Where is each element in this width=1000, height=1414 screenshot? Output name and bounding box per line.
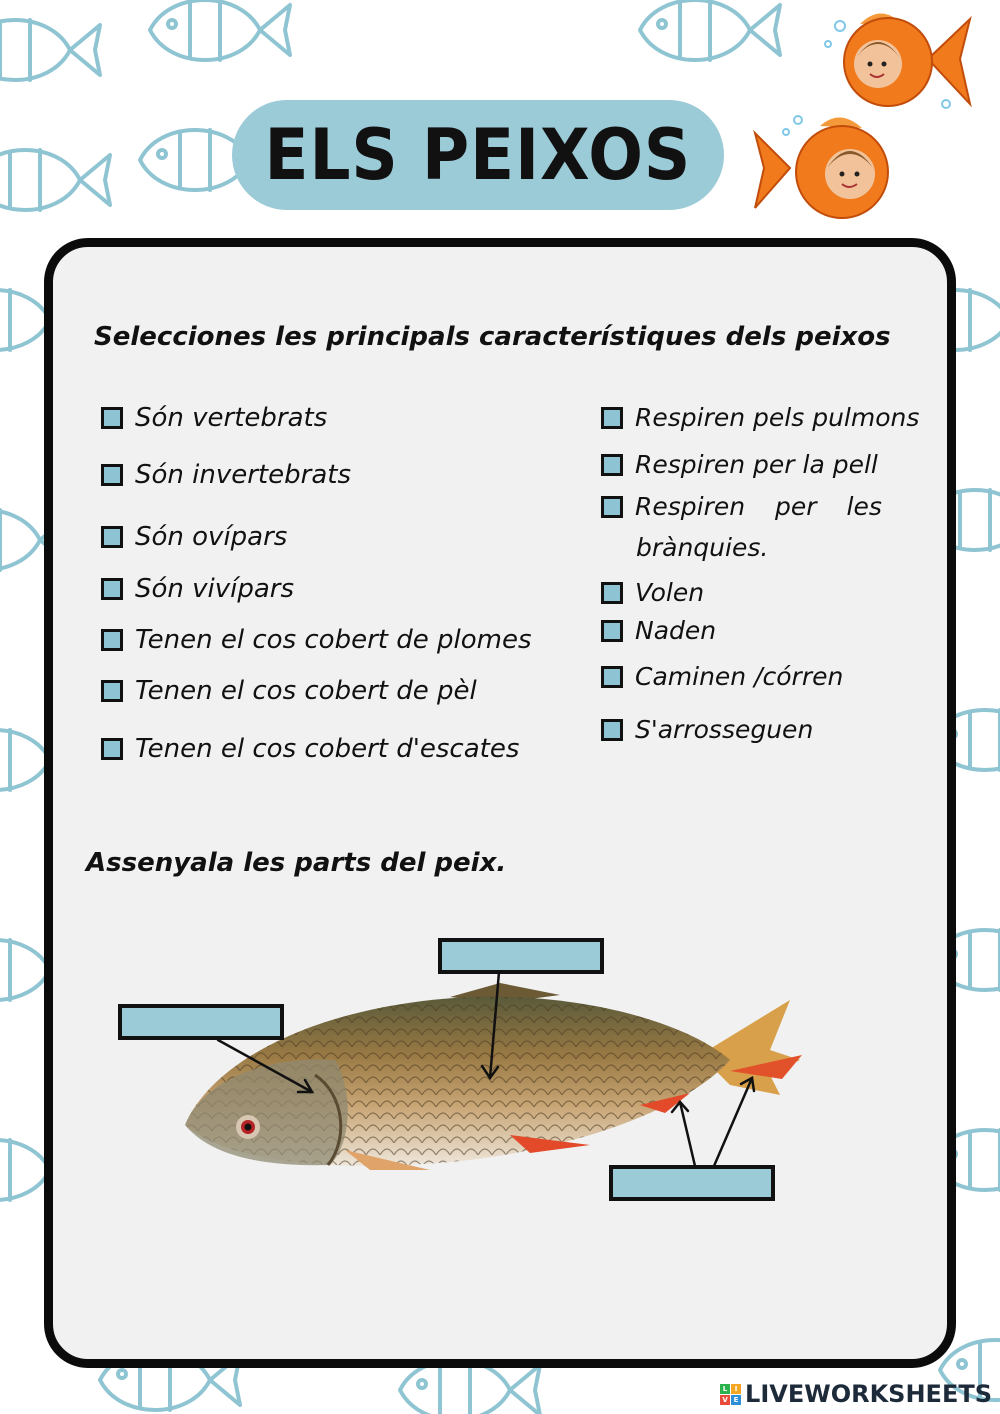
- option-label-continuation: brànquies.: [636, 533, 769, 562]
- page-title: ELS PEIXOS: [264, 114, 692, 196]
- option-label: Respiren pels pulmons: [635, 403, 920, 432]
- label-box-dorsal[interactable]: [438, 938, 604, 974]
- option-label: Tenen el cos cobert d'escates: [135, 734, 520, 764]
- option-label: Són invertebrats: [135, 460, 351, 490]
- label-box-head[interactable]: [118, 1004, 284, 1040]
- option-label: S'arrosseguen: [635, 715, 814, 744]
- option-label: Són vivípars: [135, 574, 295, 604]
- option-label: Volen: [635, 578, 705, 607]
- option-label: Són ovípars: [135, 522, 288, 552]
- section2-heading: Assenyala les parts del peix.: [86, 848, 507, 878]
- section1-heading: Selecciones les principals característiques dels peixos: [94, 322, 891, 352]
- label-box-fins[interactable]: [609, 1165, 775, 1201]
- footer-brand-text: LIVEWORKSHEETS: [745, 1380, 992, 1408]
- option-label: Respiren per la pell: [635, 450, 878, 479]
- option-label: Respiren per les: [635, 492, 882, 521]
- footer-branding: [720, 1380, 992, 1408]
- liveworksheets-logo-icon: L I V E: [720, 1384, 741, 1405]
- option-label: Tenen el cos cobert de pèl: [135, 676, 477, 706]
- option-label: Caminen /córren: [635, 662, 844, 691]
- option-label: Tenen el cos cobert de plomes: [135, 625, 532, 655]
- option-label: Són vertebrats: [135, 403, 328, 433]
- option-label: Naden: [635, 616, 717, 645]
